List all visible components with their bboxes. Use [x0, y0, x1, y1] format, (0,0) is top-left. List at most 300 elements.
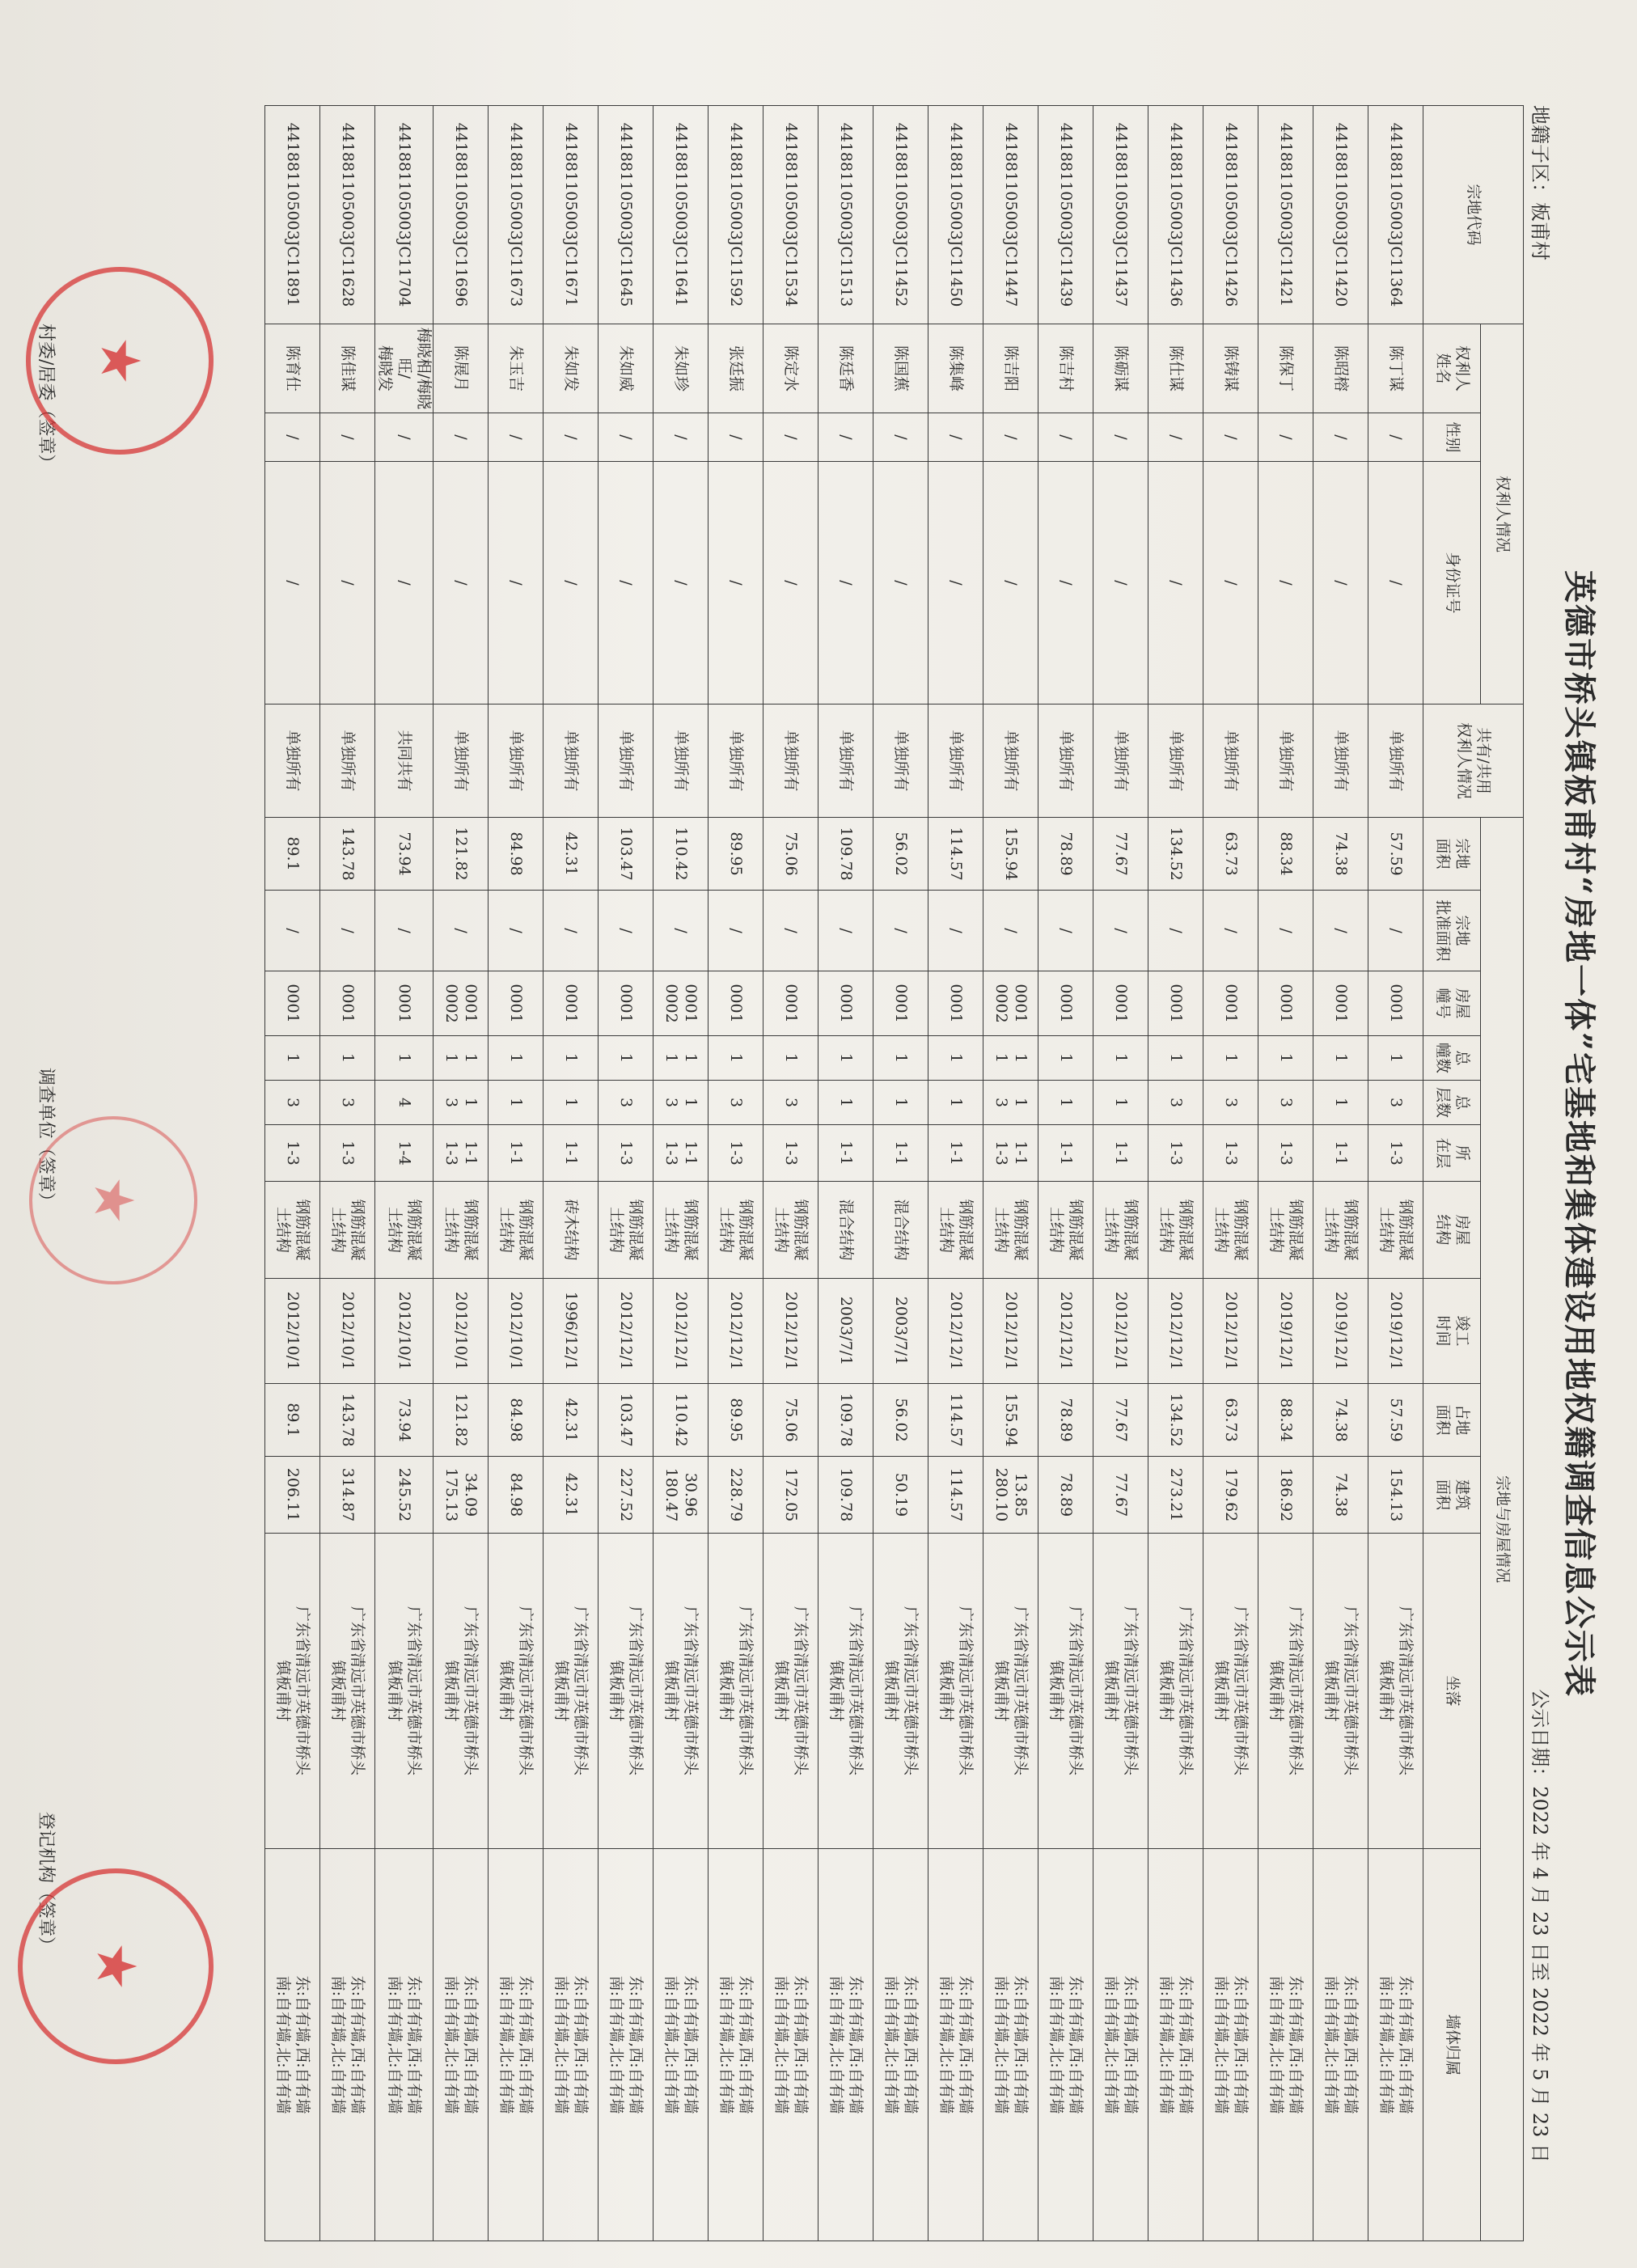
cell-wall: 东:自有墙,西:自有墙 南:自有墙,北:自有墙: [1093, 1849, 1148, 2241]
cell-id-number: /: [764, 462, 818, 705]
cell-gender: /: [1038, 413, 1093, 462]
cell-house-no: 0001: [489, 971, 544, 1036]
cell-total-floors: 1: [1313, 1081, 1368, 1125]
header-location: 坐落: [1423, 1534, 1481, 1849]
cell-building-area: 273.21: [1148, 1457, 1203, 1534]
cell-wall: 东:自有墙,西:自有墙 南:自有墙,北:自有墙: [654, 1849, 709, 2241]
cell-building-area: 114.57: [928, 1457, 983, 1534]
cell-id-number: /: [1038, 462, 1093, 705]
table-row: [983, 106, 1038, 2241]
cell-id-number: /: [709, 462, 764, 705]
cell-floor-located: 1-3: [264, 1125, 319, 1182]
cell-owner-name: 梅晓相/梅晓旺/ 梅晓发: [374, 324, 433, 413]
header-parcel-area: 宗地 面积: [1423, 818, 1481, 891]
cell-ownership: 单独所有: [1093, 705, 1148, 818]
registry-seal: [18, 1868, 214, 2064]
cell-building-area: 206.11: [264, 1457, 319, 1534]
cell-approved-area: /: [264, 891, 319, 971]
cell-gender: /: [1313, 413, 1368, 462]
cell-footprint: 89.95: [709, 1384, 764, 1457]
cell-parcel-area: 121.82: [434, 818, 489, 891]
cell-floor-located: 1-3: [764, 1125, 818, 1182]
cell-gender: /: [434, 413, 489, 462]
cell-total-blocks: 1: [709, 1036, 764, 1081]
cell-building-area: 186.92: [1258, 1457, 1313, 1534]
cell-building-area: 228.79: [709, 1457, 764, 1534]
cell-wall: 东:自有墙,西:自有墙 南:自有墙,北:自有墙: [434, 1849, 489, 2241]
header-id-number: 身份证号: [1423, 462, 1481, 705]
cell-ownership: 单独所有: [544, 705, 599, 818]
cell-id-number: /: [818, 462, 873, 705]
cell-approved-area: /: [1203, 891, 1258, 971]
cell-structure: 钢筋混凝 土结构: [654, 1182, 709, 1279]
cell-parcel-code: 441881105003JC11671: [544, 106, 599, 324]
cell-parcel-area: 63.73: [1203, 818, 1258, 891]
cell-ownership: 单独所有: [434, 705, 489, 818]
cell-id-number: /: [319, 462, 374, 705]
cell-total-floors: 4: [374, 1081, 433, 1125]
cell-structure: 钢筋混凝 土结构: [764, 1182, 818, 1279]
cell-parcel-code: 441881105003JC11696: [434, 106, 489, 324]
cell-gender: /: [1258, 413, 1313, 462]
cell-ownership: 共同共有: [374, 705, 433, 818]
cell-total-blocks: 1: [1368, 1036, 1423, 1081]
cell-parcel-area: 84.98: [489, 818, 544, 891]
cell-total-blocks: 1: [319, 1036, 374, 1081]
cell-wall: 东:自有墙,西:自有墙 南:自有墙,北:自有墙: [1258, 1849, 1313, 2241]
cell-parcel-area: 89.95: [709, 818, 764, 891]
cell-parcel-area: 155.94: [983, 818, 1038, 891]
cell-total-floors: 1: [818, 1081, 873, 1125]
cell-parcel-code: 441881105003JC11534: [764, 106, 818, 324]
cell-parcel-code: 441881105003JC11628: [319, 106, 374, 324]
cell-approved-area: /: [818, 891, 873, 971]
cell-completion: 2012/12/1: [599, 1279, 654, 1384]
cell-owner-name: 陈定水: [764, 324, 818, 413]
cell-completion: 2012/12/1: [1203, 1279, 1258, 1384]
cell-gender: /: [764, 413, 818, 462]
cell-location: 广东省清远市英德市桥头 镇板甫村: [818, 1534, 873, 1849]
cell-structure: 钢筋混凝 土结构: [319, 1182, 374, 1279]
cell-structure: 钢筋混凝 土结构: [709, 1182, 764, 1279]
cell-gender: /: [319, 413, 374, 462]
cell-gender: /: [818, 413, 873, 462]
cell-footprint: 114.57: [928, 1384, 983, 1457]
cell-gender: /: [928, 413, 983, 462]
cell-structure: 钢筋混凝 土结构: [1148, 1182, 1203, 1279]
cell-location: 广东省清远市英德市桥头 镇板甫村: [544, 1534, 599, 1849]
cell-owner-name: 陈保丁: [1258, 324, 1313, 413]
header-ownership: 共有/共用 权利人情况: [1423, 705, 1524, 818]
cell-house-no: 0001: [599, 971, 654, 1036]
cell-footprint: 121.82: [434, 1384, 489, 1457]
cell-total-floors: 1 3: [983, 1081, 1038, 1125]
cell-total-floors: 1 3: [434, 1081, 489, 1125]
cell-owner-name: 陈吉村: [1038, 324, 1093, 413]
cell-wall: 东:自有墙,西:自有墙 南:自有墙,北:自有墙: [544, 1849, 599, 2241]
cell-completion: 2012/12/1: [928, 1279, 983, 1384]
cell-owner-name: 陈国蕉: [873, 324, 928, 413]
cell-ownership: 单独所有: [1368, 705, 1423, 818]
cell-approved-area: /: [544, 891, 599, 971]
cell-id-number: /: [434, 462, 489, 705]
cell-wall: 东:自有墙,西:自有墙 南:自有墙,北:自有墙: [374, 1849, 433, 2241]
cell-wall: 东:自有墙,西:自有墙 南:自有墙,北:自有墙: [1148, 1849, 1203, 2241]
cell-wall: 东:自有墙,西:自有墙 南:自有墙,北:自有墙: [873, 1849, 928, 2241]
cell-completion: 2012/12/1: [709, 1279, 764, 1384]
cell-total-floors: 3: [599, 1081, 654, 1125]
cell-location: 广东省清远市英德市桥头 镇板甫村: [489, 1534, 544, 1849]
cell-completion: 2012/10/1: [489, 1279, 544, 1384]
cell-total-blocks: 1: [374, 1036, 433, 1081]
cell-structure: 钢筋混凝 土结构: [928, 1182, 983, 1279]
cell-gender: /: [983, 413, 1038, 462]
cell-ownership: 单独所有: [1203, 705, 1258, 818]
cell-building-area: 314.87: [319, 1457, 374, 1534]
cell-footprint: 155.94: [983, 1384, 1038, 1457]
cell-floor-located: 1-3: [1148, 1125, 1203, 1182]
cell-owner-name: 朱如珍: [654, 324, 709, 413]
cell-id-number: /: [1368, 462, 1423, 705]
cell-total-floors: 3: [1203, 1081, 1258, 1125]
cell-wall: 东:自有墙,西:自有墙 南:自有墙,北:自有墙: [1038, 1849, 1093, 2241]
cell-parcel-area: 109.78: [818, 818, 873, 891]
cell-gender: /: [374, 413, 433, 462]
cell-gender: /: [264, 413, 319, 462]
table-row: [1313, 106, 1368, 2241]
cell-house-no: 0001: [319, 971, 374, 1036]
cell-parcel-area: 103.47: [599, 818, 654, 891]
cell-owner-name: 陈铸谋: [1203, 324, 1258, 413]
cell-parcel-area: 88.34: [1258, 818, 1313, 891]
cell-wall: 东:自有墙,西:自有墙 南:自有墙,北:自有墙: [983, 1849, 1038, 2241]
cell-parcel-code: 441881105003JC11513: [818, 106, 873, 324]
table-row: [489, 106, 544, 2241]
cell-parcel-code: 441881105003JC11426: [1203, 106, 1258, 324]
cell-house-no: 0001: [764, 971, 818, 1036]
cell-gender: /: [873, 413, 928, 462]
cell-wall: 东:自有墙,西:自有墙 南:自有墙,北:自有墙: [1313, 1849, 1368, 2241]
cell-wall: 东:自有墙,西:自有墙 南:自有墙,北:自有墙: [1203, 1849, 1258, 2241]
cell-parcel-code: 441881105003JC11439: [1038, 106, 1093, 324]
cell-building-area: 30.96 180.47: [654, 1457, 709, 1534]
cell-ownership: 单独所有: [599, 705, 654, 818]
cell-approved-area: /: [489, 891, 544, 971]
cell-approved-area: /: [709, 891, 764, 971]
cell-owner-name: 陈昭榕: [1313, 324, 1368, 413]
cell-approved-area: /: [1038, 891, 1093, 971]
header-house-no: 房屋 幢号: [1423, 971, 1481, 1036]
cell-floor-located: 1-3: [1258, 1125, 1313, 1182]
cell-location: 广东省清远市英德市桥头 镇板甫村: [1313, 1534, 1368, 1849]
header-approved-area: 宗地 批准面积: [1423, 891, 1481, 971]
cell-total-blocks: 1: [1203, 1036, 1258, 1081]
table-row: [544, 106, 599, 2241]
cell-approved-area: /: [983, 891, 1038, 971]
cell-parcel-area: 143.78: [319, 818, 374, 891]
cell-total-blocks: 1: [873, 1036, 928, 1081]
cell-wall: 东:自有墙,西:自有墙 南:自有墙,北:自有墙: [1368, 1849, 1423, 2241]
cell-owner-name: 朱如威: [599, 324, 654, 413]
header-owner-name: 权利人 姓名: [1423, 324, 1481, 413]
cell-ownership: 单独所有: [319, 705, 374, 818]
table-row: [764, 106, 818, 2241]
cell-owner-name: 陈廷香: [818, 324, 873, 413]
cell-building-area: 109.78: [818, 1457, 873, 1534]
table-row: [434, 106, 489, 2241]
cell-total-blocks: 1 1: [654, 1036, 709, 1081]
cell-ownership: 单独所有: [764, 705, 818, 818]
cell-parcel-code: 441881105003JC11450: [928, 106, 983, 324]
cell-footprint: 84.98: [489, 1384, 544, 1457]
cell-house-no: 0001: [1093, 971, 1148, 1036]
cell-completion: 2012/12/1: [1093, 1279, 1148, 1384]
table-row: [928, 106, 983, 2241]
cell-floor-located: 1-1: [489, 1125, 544, 1182]
cell-floor-located: 1-1: [1093, 1125, 1148, 1182]
cell-approved-area: /: [928, 891, 983, 971]
cell-total-floors: 1: [873, 1081, 928, 1125]
cell-id-number: /: [599, 462, 654, 705]
table-row: [374, 106, 433, 2241]
cell-parcel-area: 134.52: [1148, 818, 1203, 891]
cell-footprint: 89.1: [264, 1384, 319, 1457]
cell-ownership: 单独所有: [1258, 705, 1313, 818]
cell-gender: /: [654, 413, 709, 462]
cell-location: 广东省清远市英德市桥头 镇板甫村: [983, 1534, 1038, 1849]
cell-location: 广东省清远市英德市桥头 镇板甫村: [1038, 1534, 1093, 1849]
header-floor-located: 所 在层: [1423, 1125, 1481, 1182]
cell-total-floors: 3: [1258, 1081, 1313, 1125]
table-row: [599, 106, 654, 2241]
cell-completion: 2003/7/1: [818, 1279, 873, 1384]
cell-building-area: 179.62: [1203, 1457, 1258, 1534]
cell-parcel-area: 78.89: [1038, 818, 1093, 891]
header-parcel-code: 宗地代码: [1423, 106, 1524, 324]
cell-structure: 钢筋混凝 土结构: [1093, 1182, 1148, 1279]
cell-structure: 混合结构: [818, 1182, 873, 1279]
cell-footprint: 88.34: [1258, 1384, 1313, 1457]
cell-house-no: 0001: [1258, 971, 1313, 1036]
cell-floor-located: 1-3: [1368, 1125, 1423, 1182]
cell-total-floors: 3: [319, 1081, 374, 1125]
header-row-columns: [1423, 106, 1481, 2241]
cell-parcel-area: 77.67: [1093, 818, 1148, 891]
cell-approved-area: /: [1093, 891, 1148, 971]
cell-approved-area: /: [434, 891, 489, 971]
header-owner-group: 权利人情况: [1481, 324, 1524, 705]
cell-total-floors: 1: [1093, 1081, 1148, 1125]
cell-house-no: 0001: [928, 971, 983, 1036]
seal-star-icon: ★: [87, 1944, 144, 1988]
table-row: [709, 106, 764, 2241]
cell-total-blocks: 1: [1258, 1036, 1313, 1081]
cell-structure: 钢筋混凝 土结构: [1368, 1182, 1423, 1279]
cell-wall: 东:自有墙,西:自有墙 南:自有墙,北:自有墙: [599, 1849, 654, 2241]
table-row: [1258, 106, 1313, 2241]
cell-floor-located: 1-1: [1313, 1125, 1368, 1182]
cell-approved-area: /: [873, 891, 928, 971]
cell-footprint: 63.73: [1203, 1384, 1258, 1457]
cell-wall: 东:自有墙,西:自有墙 南:自有墙,北:自有墙: [764, 1849, 818, 2241]
cell-floor-located: 1-3: [319, 1125, 374, 1182]
cell-gender: /: [489, 413, 544, 462]
cell-footprint: 110.42: [654, 1384, 709, 1457]
cell-gender: /: [709, 413, 764, 462]
cell-location: 广东省清远市英德市桥头 镇板甫村: [599, 1534, 654, 1849]
cell-total-blocks: 1: [928, 1036, 983, 1081]
cell-approved-area: /: [1313, 891, 1368, 971]
table-row: [1148, 106, 1203, 2241]
header-total-blocks: 总 幢数: [1423, 1036, 1481, 1081]
table-row: [1093, 106, 1148, 2241]
cell-gender: /: [1148, 413, 1203, 462]
cell-structure: 钢筋混凝 土结构: [434, 1182, 489, 1279]
cell-parcel-code: 441881105003JC11592: [709, 106, 764, 324]
cell-footprint: 56.02: [873, 1384, 928, 1457]
cell-parcel-area: 89.1: [264, 818, 319, 891]
cell-completion: 2012/12/1: [764, 1279, 818, 1384]
cell-floor-located: 1-4: [374, 1125, 433, 1182]
cell-id-number: /: [873, 462, 928, 705]
cell-building-area: 78.89: [1038, 1457, 1093, 1534]
cell-parcel-code: 441881105003JC11452: [873, 106, 928, 324]
cell-id-number: /: [983, 462, 1038, 705]
cell-ownership: 单独所有: [709, 705, 764, 818]
cell-floor-located: 1-1 1-3: [434, 1125, 489, 1182]
cell-ownership: 单独所有: [818, 705, 873, 818]
cell-parcel-area: 73.94: [374, 818, 433, 891]
cell-gender: /: [1368, 413, 1423, 462]
cell-parcel-code: 441881105003JC11421: [1258, 106, 1313, 324]
cell-footprint: 77.67: [1093, 1384, 1148, 1457]
cell-owner-name: 陈集峰: [928, 324, 983, 413]
cell-location: 广东省清远市英德市桥头 镇板甫村: [764, 1534, 818, 1849]
cell-location: 广东省清远市英德市桥头 镇板甫村: [873, 1534, 928, 1849]
header-footprint: 占地 面积: [1423, 1384, 1481, 1457]
cell-footprint: 42.31: [544, 1384, 599, 1457]
cell-structure: 钢筋混凝 土结构: [1203, 1182, 1258, 1279]
cell-ownership: 单独所有: [264, 705, 319, 818]
cell-total-blocks: 1: [599, 1036, 654, 1081]
cell-structure: 钢筋混凝 土结构: [1258, 1182, 1313, 1279]
cell-footprint: 109.78: [818, 1384, 873, 1457]
table-row: [264, 106, 319, 2241]
cell-completion: 2012/12/1: [1038, 1279, 1093, 1384]
cell-approved-area: /: [1258, 891, 1313, 971]
table-body: [264, 106, 1423, 2241]
cell-floor-located: 1-1: [873, 1125, 928, 1182]
cell-house-no: 0001: [374, 971, 433, 1036]
cell-building-area: 42.31: [544, 1457, 599, 1534]
cell-parcel-area: 56.02: [873, 818, 928, 891]
cell-total-floors: 1 3: [654, 1081, 709, 1125]
cell-parcel-code: 441881105003JC11704: [374, 106, 433, 324]
cell-approved-area: /: [374, 891, 433, 971]
cell-parcel-area: 74.38: [1313, 818, 1368, 891]
cell-location: 广东省清远市英德市桥头 镇板甫村: [654, 1534, 709, 1849]
cell-completion: 2019/12/1: [1313, 1279, 1368, 1384]
cell-gender: /: [544, 413, 599, 462]
cell-total-blocks: 1: [1313, 1036, 1368, 1081]
cell-house-no: 0001: [1203, 971, 1258, 1036]
cell-structure: 钢筋混凝 土结构: [599, 1182, 654, 1279]
survey-unit-signature-label: 调查单位（签章）: [36, 1068, 56, 1211]
table-row: [319, 106, 374, 2241]
cell-footprint: 73.94: [374, 1384, 433, 1457]
cell-floor-located: 1-3: [599, 1125, 654, 1182]
cell-house-no: 0001: [873, 971, 928, 1036]
cell-parcel-code: 441881105003JC11891: [264, 106, 319, 324]
cell-floor-located: 1-1: [928, 1125, 983, 1182]
cell-wall: 东:自有墙,西:自有墙 南:自有墙,北:自有墙: [928, 1849, 983, 2241]
cell-approved-area: /: [599, 891, 654, 971]
village-signature-label: 村委/居委（签章）: [36, 324, 56, 472]
cell-house-no: 0001: [818, 971, 873, 1036]
cell-completion: 2019/12/1: [1368, 1279, 1423, 1384]
header-row-group: [1481, 106, 1524, 2241]
cell-total-blocks: 1: [489, 1036, 544, 1081]
cell-total-blocks: 1: [1148, 1036, 1203, 1081]
cell-ownership: 单独所有: [1148, 705, 1203, 818]
cell-total-floors: 3: [1368, 1081, 1423, 1125]
cell-location: 广东省清远市英德市桥头 镇板甫村: [319, 1534, 374, 1849]
cell-owner-name: 陈佳谋: [319, 324, 374, 413]
cell-location: 广东省清远市英德市桥头 镇板甫村: [264, 1534, 319, 1849]
cell-ownership: 单独所有: [1313, 705, 1368, 818]
cell-footprint: 143.78: [319, 1384, 374, 1457]
cell-wall: 东:自有墙,西:自有墙 南:自有墙,北:自有墙: [818, 1849, 873, 2241]
cell-floor-located: 1-1: [1038, 1125, 1093, 1182]
cell-id-number: /: [1203, 462, 1258, 705]
document-title: 英德市桥头镇板甫村“房地一体”宅基地和集体建设用地权籍调查信息公示表: [1560, 569, 1598, 1698]
cell-structure: 钢筋混凝 土结构: [489, 1182, 544, 1279]
cell-owner-name: 朱如发: [544, 324, 599, 413]
cell-total-blocks: 1 1: [434, 1036, 489, 1081]
cell-ownership: 单独所有: [873, 705, 928, 818]
cell-ownership: 单独所有: [983, 705, 1038, 818]
cell-building-area: 154.13: [1368, 1457, 1423, 1534]
cell-house-no: 0001: [1313, 971, 1368, 1036]
cell-wall: 东:自有墙,西:自有墙 南:自有墙,北:自有墙: [319, 1849, 374, 2241]
village-committee-seal: [26, 267, 214, 455]
cell-parcel-code: 441881105003JC11673: [489, 106, 544, 324]
cell-location: 广东省清远市英德市桥头 镇板甫村: [1203, 1534, 1258, 1849]
cell-approved-area: /: [764, 891, 818, 971]
cell-parcel-code: 441881105003JC11641: [654, 106, 709, 324]
cell-total-floors: 1: [544, 1081, 599, 1125]
table-row: [1203, 106, 1258, 2241]
cell-ownership: 单独所有: [928, 705, 983, 818]
cell-total-blocks: 1: [1093, 1036, 1148, 1081]
cell-floor-located: 1-1 1-3: [983, 1125, 1038, 1182]
cell-total-floors: 1: [489, 1081, 544, 1125]
cell-wall: 东:自有墙,西:自有墙 南:自有墙,北:自有墙: [709, 1849, 764, 2241]
cell-ownership: 单独所有: [1038, 705, 1093, 818]
cell-location: 广东省清远市英德市桥头 镇板甫村: [928, 1534, 983, 1849]
header-land-group: 宗地与房屋情况: [1481, 818, 1524, 2241]
header-building-area: 建筑 面积: [1423, 1457, 1481, 1534]
cell-parcel-code: 441881105003JC11364: [1368, 106, 1423, 324]
cell-approved-area: /: [319, 891, 374, 971]
cell-building-area: 50.19: [873, 1457, 928, 1534]
cell-floor-located: 1-1 1-3: [654, 1125, 709, 1182]
cell-structure: 钢筋混凝 土结构: [983, 1182, 1038, 1279]
cell-structure: 混合结构: [873, 1182, 928, 1279]
cell-gender: /: [599, 413, 654, 462]
cell-id-number: /: [1313, 462, 1368, 705]
cell-total-floors: 1: [928, 1081, 983, 1125]
